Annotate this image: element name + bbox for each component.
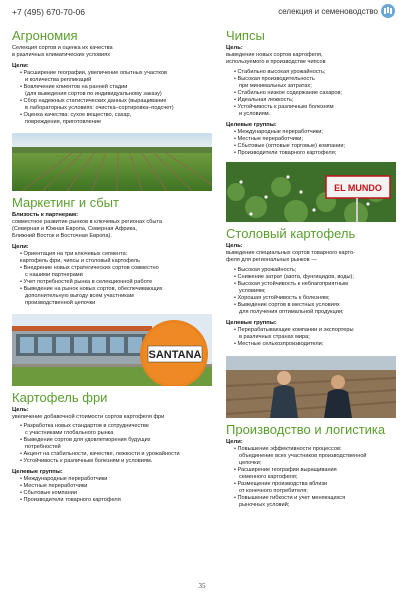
right-column (226, 26, 396, 509)
table-group: • Перерабатывающие компании и экспортеры (234, 327, 354, 333)
fries-item: • Устойчивость к различным болезням и условиям. (20, 458, 153, 464)
agronomy-goal: (для выведения сортов по индивидуальному заказу) (25, 91, 162, 97)
logistics-goal: рыночных условий; (239, 502, 290, 508)
chips-title: Чипсы (226, 28, 265, 43)
chips-item: и условиям. (239, 111, 271, 117)
agronomy-goal: в лабораторных условиях: очистка–сортировка–подсчет) (25, 105, 174, 111)
chips-group: • Сбытовые (оптовые торговые) компании; (234, 143, 346, 149)
chips-goal-label: Цель: (226, 45, 243, 51)
marketing-goal: • Учет потребностей рынка в селекционной работе (20, 279, 153, 285)
fries-group: • Местные переработчики (20, 483, 88, 489)
chips-item: при минимальных затратах; (239, 83, 312, 89)
chips-item: • Высокая производительность (234, 76, 315, 82)
table-item: условиям; (239, 288, 266, 294)
agronomy-goal: • Сбор надежных статистических данных (выращивание (20, 98, 167, 104)
table-goal-label: Цель: (226, 243, 243, 249)
farmers-photo (226, 356, 396, 418)
table-item: • Выведение сортов в местных условиях (234, 302, 340, 308)
agronomy-goal: • Расширение географии, увеличение опытных участков (20, 70, 167, 76)
chips-groups-label: Целевые группы: (226, 122, 277, 128)
section-title: селекция и семеноводство (278, 7, 378, 16)
marketing-goal: производственной цепочки (25, 300, 96, 306)
fries-item: • Разработка новых стандартов в сотрудничестве (20, 423, 149, 429)
flowering-field-photo (226, 162, 396, 222)
fries-goal-label: Цель: (12, 407, 29, 413)
table-item: • Высокая урожайность; (234, 267, 297, 273)
logistics-goal: объединение всех участников производственной (239, 453, 367, 459)
logistics-goals-label: Цели: (226, 439, 243, 445)
table-goal: феля для региональных рынков — (226, 257, 317, 263)
fries-item: • Акцент на стабильности, качестве, лежкости и урожайности (20, 451, 180, 457)
santana-sign: SANTANA (148, 349, 202, 361)
agronomy-intro-1: Селекция сортов и оценка их качества (12, 45, 113, 51)
table-group: в различных странах мира; (239, 334, 310, 340)
agronomy-goal: • Вовлечение клиентов на ранней стадии (20, 84, 128, 90)
marketing-goal: • Внедрение новых стратегических сортов совместно (20, 265, 159, 271)
chips-goal: выведение новых сортов картофеля, (226, 52, 323, 58)
chips-item: • Стабильно низкое содержание сахаров; (234, 90, 343, 96)
logistics-goal: • Размещение производства вблизи (234, 481, 328, 487)
page-header (0, 0, 404, 22)
logistics-goal: • Расширение географии выращивания (234, 467, 337, 473)
agronomy-goal: • Оценка качества: сухое вещество, сахар, (20, 112, 132, 118)
building-photo (12, 314, 212, 386)
fries-group: • Сбытовые компании (20, 490, 77, 496)
table-item: • Хорошая устойчивость к болезням; (234, 295, 330, 301)
table-item: • Высокая устойчивость к неблагоприятным (234, 281, 348, 287)
partners-label: Близость к партнерам: (12, 212, 79, 218)
marketing-goal: с нашими партнерами (25, 272, 83, 278)
logistics-goal: семенного картофеля; (239, 474, 298, 480)
logistics-goal: от конечного потребителя; (239, 488, 308, 494)
marketing-goals-label: Цели: (12, 244, 29, 250)
fries-title: Картофель фри (12, 390, 108, 405)
fries-group: • Производители товарного картофеля (20, 497, 121, 503)
table-item: для получения оптимальной продукции; (239, 309, 344, 315)
logistics-title: Производство и логистика (226, 422, 386, 437)
chips-item: • Устойчивость к различным болезням (234, 104, 334, 110)
fries-item: • Выведение сортов для удовлетворения будущих (20, 437, 151, 443)
table-goal: выведение специальных сортов товарного карто- (226, 250, 355, 256)
potato-field-photo (12, 133, 212, 191)
table-title: Столовый картофель (226, 226, 356, 241)
logistics-goal: • Повышение эффективности процессов: (234, 446, 342, 452)
logo-icon (381, 4, 395, 18)
phone-number: +7 (495) 670-70-06 (12, 7, 86, 17)
logistics-goal: цепочки; (239, 460, 262, 466)
agronomy-goal: и количества репликаций (25, 77, 92, 83)
chips-group: • Международные переработчики; (234, 129, 323, 135)
agronomy-title: Агрономия (12, 28, 78, 43)
chips-item: • Идеальная лежкость; (234, 97, 294, 103)
el-mundo-sign: EL MUNDO (334, 183, 382, 193)
page-number: 35 (198, 582, 206, 590)
marketing-goal: • Выведение на рынок новых сортов, обеспечивающих (20, 286, 163, 292)
marketing-goal: картофель фри, чипсы и столовый картофель (20, 258, 140, 264)
chips-item: • Стабильно высокая урожайность; (234, 69, 326, 75)
table-group: • Местные сельхозпроизводители; (234, 341, 324, 347)
marketing-goal: • Ориентация на три ключевых сегмента: (20, 251, 128, 257)
table-groups-label: Целевые группы: (226, 320, 277, 326)
fries-groups-label: Целевые группы: (12, 469, 63, 475)
marketing-title: Маркетинг и сбыт (12, 195, 119, 210)
fries-group: • Международные переработчики (20, 476, 108, 482)
partners-text: совместное развитие рынков в ключевых регионах сбыта (12, 219, 163, 225)
logistics-goal: • Повышение гибкости и учет меняющихся (234, 495, 346, 501)
table-item: • Снижение затрат (азота, фунгицидов, воды); (234, 274, 354, 280)
partners-text: (Северная и Южная Европа, Северная Африка, (12, 226, 137, 232)
chips-group: • Местные переработчики; (234, 136, 303, 142)
partners-text: Ближний Восток и Восточная Европа). (12, 233, 112, 239)
chips-group: • Производители товарного картофеля; (234, 150, 337, 156)
chips-goal: используемого в производстве чипсов (226, 59, 326, 65)
agronomy-intro-2: в различных климатических условиях (12, 52, 111, 58)
fries-item: потребностей (25, 444, 61, 450)
fries-goal: увеличение добавочной стоимости сортов картофеля фри (12, 414, 165, 420)
left-column (12, 26, 212, 504)
agronomy-goal: повреждения, приготовление (25, 119, 102, 125)
fries-item: с участниками глобального рынка (25, 430, 114, 436)
agronomy-goals-label: Цели: (12, 63, 29, 69)
marketing-goal: дополнительную выгоду всем участникам (25, 293, 134, 299)
